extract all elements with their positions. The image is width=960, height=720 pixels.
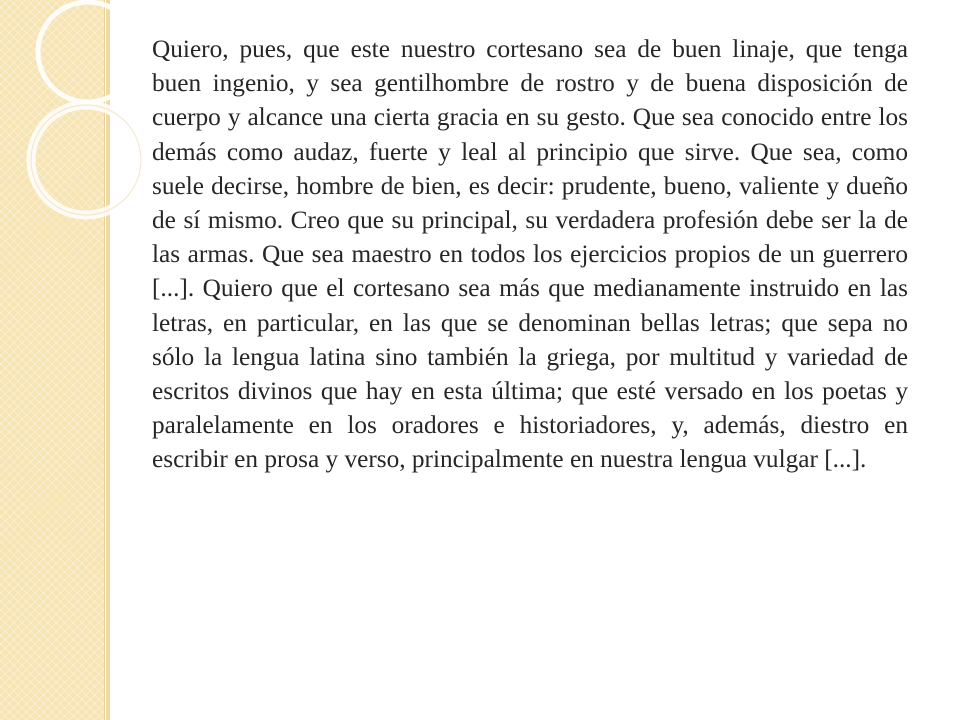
- decorative-rings: [0, 0, 140, 260]
- decorative-ring-upper: [38, 2, 138, 102]
- slide-body-text: Quiero, pues, que este nuestro cortesano sea de buen linaje, que tenga buen ingenio, y sea gentilhombre de rostro y de buena disposición de cuerpo y alcance una cierta gracia en su gesto. Que sea conocido entre los demás como audaz, fuerte y leal al principio que sirve. Que sea, como suele decirse, hombre de bien, es decir: prudente, bueno, valiente y dueño de sí mismo. Creo que su principal, su verdadera profesión debe ser la de las armas. Que sea maestro en todos los ejercicios propios de un guerrero [...]. Quiero que el cortesano sea más que medianamente instruido en las letras, en particular, en las que se denominan bellas letras; que sepa no sólo la lengua latina sino también la griega, por multitud y variedad de escritos divinos que hay en esta última; que esté versado en los poetas y paralelamente en los oradores e historiadores, y, además, diestro en escribir en prosa y verso, principalmente en nuestra lengua vulgar [...].: [152, 35, 908, 474]
- decorative-ring-lower: [31, 105, 141, 215]
